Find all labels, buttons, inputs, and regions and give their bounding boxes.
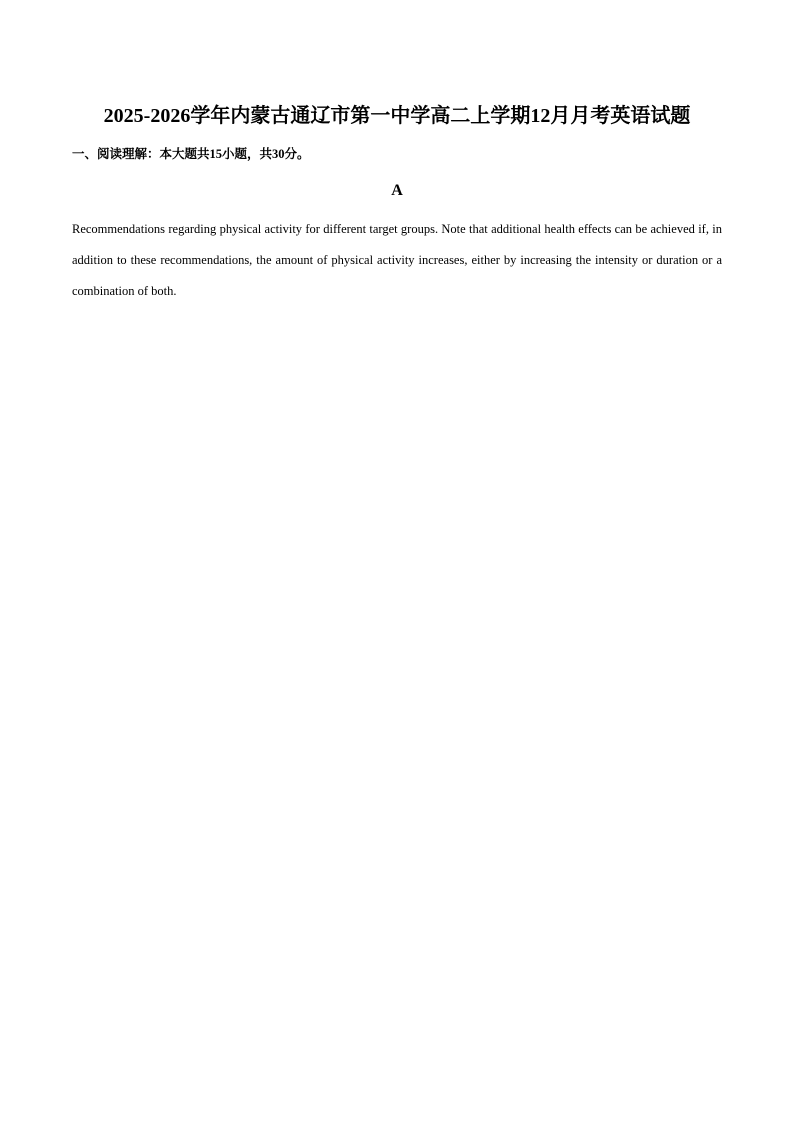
passage-paragraph: Recommendations regarding physical activity for different target groups. Note that additional health effects can be achieved if, in addition to these recommendations, the amount of physical activity increases, either by increasing the intensity or duration or a combination of both. <box>72 222 722 298</box>
passage-label: A <box>391 182 403 199</box>
section-heading: 一、阅读理解：本大题共15小题，共30分。 <box>72 147 310 161</box>
page-title: 2025-2026学年内蒙古通辽市第一中学高二上学期12月月考英语试题 <box>103 105 691 127</box>
